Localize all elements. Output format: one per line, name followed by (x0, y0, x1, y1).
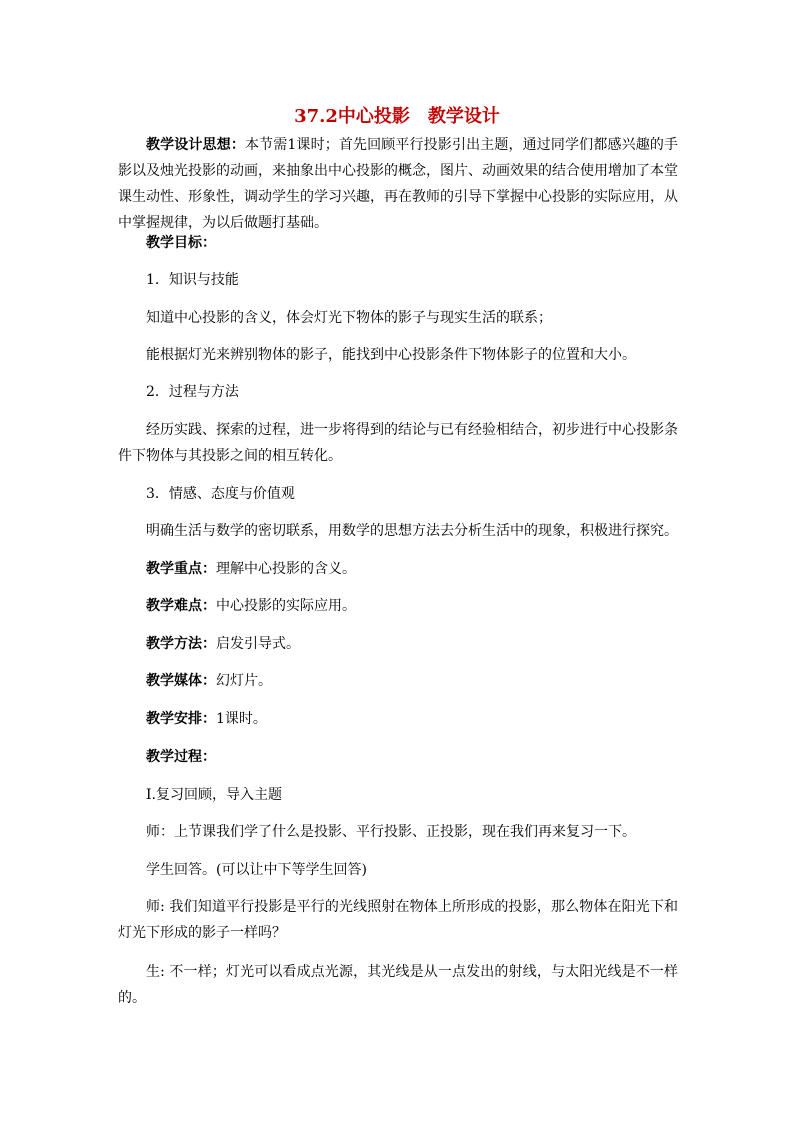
objectives-heading: 教学目标： (146, 235, 216, 251)
schedule-label: 教学安排： (146, 711, 216, 727)
schedule-text: 1课时。 (216, 711, 267, 727)
objective-3-text: 明确生活与数学的密切联系，用数学的思想方法去分析生活中的现象，积极进行探究。 (146, 523, 678, 539)
difficult-point-text: 中心投影的实际应用。 (216, 598, 356, 614)
key-point-label: 教学重点： (146, 561, 216, 577)
media-text: 幻灯片。 (216, 673, 272, 689)
objective-1-line-2: 能根据灯光来辨别物体的影子，能找到中心投影条件下物体影子的位置和大小。 (146, 347, 636, 363)
method-label: 教学方法： (146, 636, 216, 652)
document-title: 37.2中心投影 教学设计 (294, 106, 500, 127)
objective-1-heading: 1．知识与技能 (146, 272, 239, 288)
difficult-point-label: 教学难点： (146, 598, 216, 614)
design-thought-label: 教学设计思想： (146, 137, 245, 153)
student-line-2: 生: 不一样；灯光可以看成点光源，其光线是从一点发出的射线，与太阳光线是不一样的。 (118, 964, 678, 1006)
media-paragraph (118, 668, 678, 694)
design-thought-text: 本节需1课时；首先回顾平行投影引出主题，通过同学们都感兴趣的手影以及烛光投影的动画，来抽象出中心投影的概念，图片、动画效果的结合使用增加了本堂课生动性、形象性，调动学生的学习兴趣，再在教师的引导下掌握中心投影的实际应用，从中掌握规律，为以后做题打基础。 (118, 137, 679, 231)
media-label: 教学媒体： (146, 673, 216, 689)
teacher-line-1: 师：上节课我们学了什么是投影、平行投影、正投影，现在我们再来复习一下。 (146, 824, 636, 840)
difficult-point-paragraph (118, 593, 678, 619)
objective-2-heading: 2．过程与方法 (146, 384, 239, 400)
process-heading: 教学过程： (146, 749, 216, 765)
method-text: 启发引导式。 (216, 636, 300, 652)
student-answer-line: 学生回答。(可以让中下等学生回答) (146, 862, 367, 878)
key-point-text: 理解中心投影的含义。 (216, 561, 356, 577)
objective-1-line-1: 知道中心投影的含义，体会灯光下物体的影子与现实生活的联系； (146, 310, 552, 326)
design-thought-paragraph (118, 132, 678, 236)
objective-3-heading: 3．情感、态度与价值观 (146, 486, 295, 502)
objective-2-text: 经历实践、探索的过程，进一步将得到的结论与已有经验相结合，初步进行中心投影条件下物体与其投影之间的相互转化。 (118, 422, 678, 464)
teacher-line-2: 师: 我们知道平行投影是平行的光线照射在物体上所形成的投影，那么物体在阳光下和灯光下形成的影子一样吗？ (118, 899, 678, 941)
section-1-heading: Ⅰ.复习回顾，导入主题 (146, 787, 282, 803)
method-paragraph (118, 631, 678, 657)
schedule-paragraph (118, 706, 678, 732)
key-point-paragraph (118, 556, 678, 582)
